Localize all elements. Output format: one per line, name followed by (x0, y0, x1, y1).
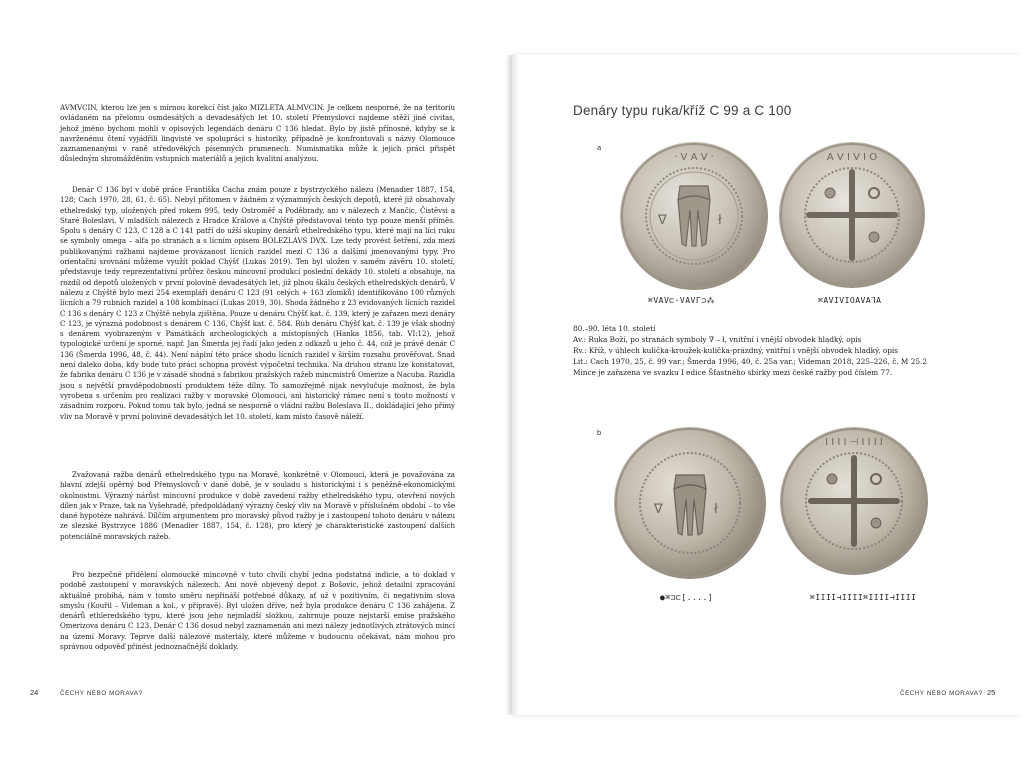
coin-a-obverse-image (618, 140, 770, 292)
page-number-right: 25 (987, 688, 996, 697)
caption-a-obverse: Av.: Ruka Boží, po stranách symboly ∇̄ – ł, vnitřní i vnější obvodek hladký, opis (573, 335, 862, 344)
svg-text:ł: ł (718, 213, 722, 228)
right-page (512, 55, 1024, 715)
paragraph-3: Zvažovaná ražba denárů ethelredského typu na Moravě, konkrétně v Olomouci, která je považována za hlavní zdejší opěrný bod Přemyslovců v dané době, je v souladu s historickými i s peněžně-ekonomickými okolnostmi. Výrazný nárůst mincovní produkce v době zavedení ražby ethelredského typu, otevření nových dílen jak v Praze, tak na Vyšehradě, předpokládaný výrazný český vliv na Moravě v příslušném období – to vše dané hypotéze nahrává. Dílčím argumentem pro moravský původ ražby je i zastoupení tohoto denáru v nálezu ze slezské Bystrzyce 1886 (Menadier 1887, 154, č. 128), pro který je charakteristické zastoupení dalších potenciálně moravských ražeb. (60, 470, 455, 541)
running-head-right: ČECHY NEBO MORAVA? (900, 690, 983, 697)
svg-text:· V A V ·: · V A V · (674, 152, 714, 163)
running-head-left: ČECHY NEBO MORAVA? (60, 690, 143, 697)
coin-a-obverse-legend: ⌘VAV⊏·VAVΓ⊐⁂ (648, 296, 715, 305)
paragraph-4: Pro bezpečné přidělení olomoucké mincovně v tuto chvíli chybí jedna podstatná indicie, a to doklad v podobě zastoupení v moravských nálezech. Ani nově objevený depot z Bošovic, jehož detailní zpracování aktuálně probíhá, nám v tomto směru nepřináší potřebné důkazy, ať už v pozitivním, či negativním slova smyslu (Kouřil – Videman a kol., v přípravě). Byl uložen dříve, než byla produkce denáru C 136 zahájena. Z denárů ethleredského typu, které jsou jeho nejmladší složkou, zahrnuje pouze nejstarší emise pražského Omerizova denáru C 123. Denár C 136 dosud nebyl zaznamenán ani mezi nálezy jednotlivých ztrátových mincí na území Moravy. Teprve další nálezové materiály, které můžeme v budoucnu očekávat, nám mohou pro správnou odpověď přinést jednoznačnější doklady. (60, 570, 455, 652)
section-title: Denáry typu ruka/kříž C 99 a C 100 (573, 103, 792, 118)
caption-a-date: 80.–90. léta 10. století (573, 324, 656, 333)
svg-text:I I I I ⊣ I I I I: I I I I ⊣ I I I I (825, 437, 883, 448)
caption-a-note: Mince je zařazena ve svazku I edice Šťastného sbírky mezi české ražby pod číslem 77. (573, 368, 893, 377)
figure-a-label: a (597, 143, 602, 152)
caption-a-literature: Lit.: Cach 1970, 25, č. 99 var.; Šmerda 1996, 40, č. 25a var.; Videman 2018, 225–226, č. M 25.2 (573, 357, 927, 366)
coin-b-obverse-legend: ●⌘⊐⊏[....] (660, 593, 714, 602)
coin-a-reverse-image (777, 140, 927, 290)
coin-b-reverse-image (778, 425, 930, 577)
svg-text:∇: ∇ (658, 213, 667, 228)
coin-a-reverse-legend: ⌘AVIVIOAVAꓶA (818, 296, 882, 305)
paragraph-2: Denár C 136 byl v době práce Františka Cacha znám pouze z bystrzyckého nálezu (Menadier 1887, 154, 128; Cach 1970, 28, 61, č. 65). Nebyl přítomen v žádném z významných českých depotů, které již obsahovaly ethelredský typ, uložených před rokem 995, tedy Ostroměř a Poděbrady, ani v nálezech z Mančic, Čistěvsi a Staré Boleslavi. V mladších nálezech z Hradce Králové a Chýště představoval tento typ pouze menší příměs. Spolu s denáry C 123, C 128 a C 141 patří do užší skupiny denárů ethelredského typu, které mají na líci ruku se symboly omega – alfa po stranách a s lícním opisem BOLEZLAVS DVX. Lze tedy provést šetření, zda mezi publikovanými ražbami najdeme provázanost lícních razidel mezi C 136 a dalšími jmenovanými typy. Pro orientační srovnání můžeme využít poklad Chýšť (Lukas 2019). Ten byl uložen v samém závěru 10. století, představuje tedy reprezentativní průřez českou mincovní produkcí poslední dekády 10. století a obsahuje, na rozdíl od depotů uložených v první polovině devadesátých let, již plnou škálu českých ethelredských denárů. V nálezu z Chýště bylo mezi 254 exempláři denáru C 123 (91 celých + 163 zlomků) identifikováno 100 různých lícních a 79 rubních razidel a 108 kombinací (Lukas 2019, 30). Shoda žádného z 23 evidovaných lícních razidel C 136 s denáry C 123 z Chýště nebyla zjištěna. Pouze u denáru Chýšť kat. č. 139, který je zařazen mezi denáry C 123, je výrazná podobnost s denárem C 136, Chýšť kat. č. 584. Rub denáru Chýšť kat. č. 139 je však shodný s denárem vyobrazeným v Památkách archeologických a místopisných (Hanka 1856, tab. VI:12), jehož typologické určení je sporné, např. Jan Šmerda jej řadí jako jeden z odkazů u jeho č. 44, což je právě denár C 136 (Šmerda 1996, 48, č. 44). Není náplní této práce shodu lícních razidel v širším rozsahu prověřovat. Snad není daleko doba, kdy bude tuto práci schopna provést výpočetní technika. Na druhou stranu lze konstatovat, že fabrika denáru C 136 je v zásadě shodná s fabrikou pražských ražeb mincmistrů Omerize a Nacuba. Razidla jsou s největší pravděpodobností produktem téže dílny. To samozřejmě nijak nevylučuje možnost, že byla vyrobena s určením pro realizaci ražby v moravské Olomouci, ani historický rámec není s touto možností v zásadním rozporu. Pokud tomu tak bylo, jedná se nesporně o vládní ražbu Boleslava II., dokládající jeho přímý vliv na Moravě v první polovině devadesátých let 10. století, kam místo časově náleží. (60, 185, 455, 421)
page-number-left: 24 (30, 688, 39, 697)
svg-text:A V I V I O: A V I V I O (826, 152, 878, 163)
figure-b-label: b (597, 428, 602, 437)
paragraph-1: AVMVCIN, kterou lze jen s mírnou korekcí číst jako MIZLETA ALMVCIN. Je celkem nesporné, že na teritoriu ovládaném na přelomu osmdesátých a devadesátých let 10. století Přemyslovci najdeme stěží jiné civitas, jehož jméno bychom mohli v opisových legendách denáru C 136 hledat. Bylo by jistě přínosné, kdyby se k navrženému čtení vyjádřili lingvisté ve spolupráci s historiky, případně je konfrontovali s názvy Olomouce zaznamenanými v raně středověkých písemných pramenech. Numismatika může k jejich práci přispět důsledným shromážděním vstupních materiálů a jejich kvalitní analýzou. (60, 103, 455, 164)
svg-text:∇: ∇ (654, 502, 663, 517)
coin-b-obverse-image (612, 425, 768, 581)
caption-a-reverse: Rv.: Kříž, v úhlech kulička-kroužek-kulička-prázdný, vnitřní i vnější obvodek hladký, opis (573, 346, 898, 355)
coin-b-reverse-legend: ⌘IIII⊣IIII⌘IIII⊣IIII (810, 593, 917, 602)
book-gutter (505, 55, 519, 715)
svg-text:ł: ł (714, 502, 718, 517)
